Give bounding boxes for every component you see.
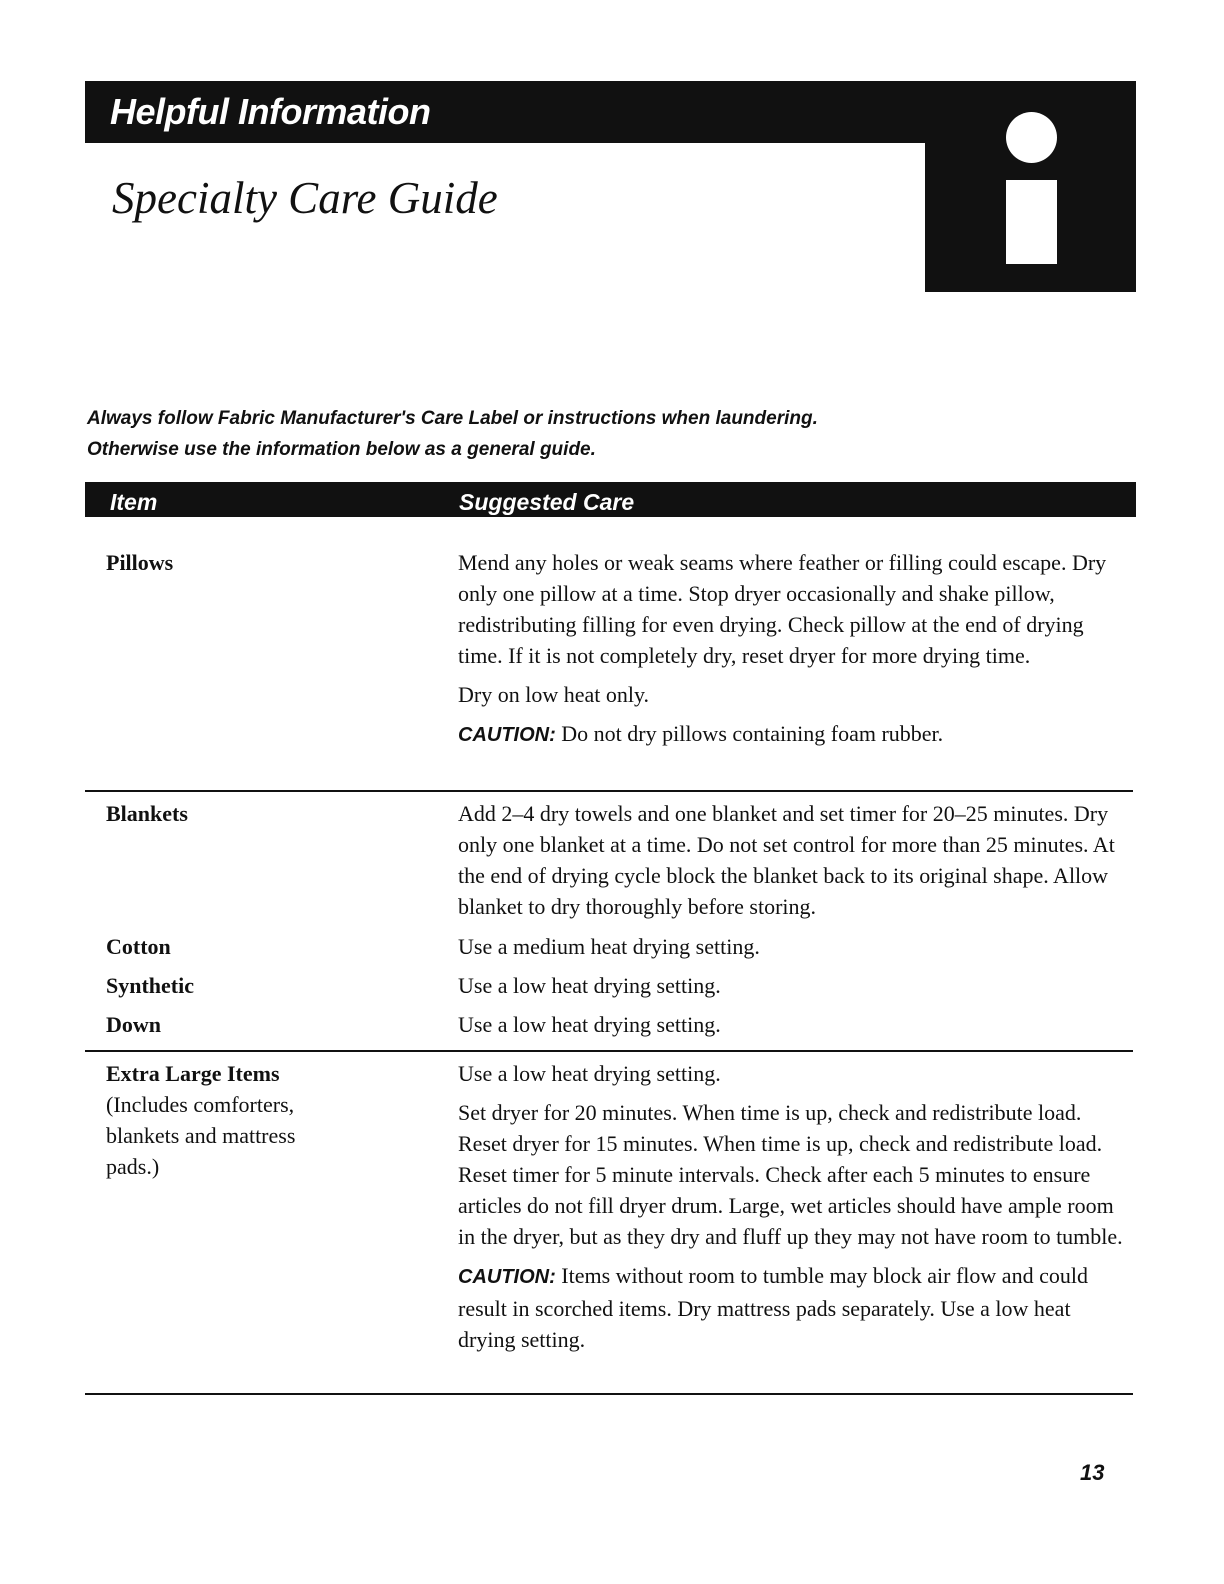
row-divider bbox=[85, 790, 1133, 792]
care-text: Use a low heat drying setting. bbox=[458, 1061, 721, 1086]
caution-text: Do not dry pillows containing foam rubber. bbox=[555, 721, 944, 746]
intro-line-1: Always follow Fabric Manufacturer's Care Label or instructions when laundering. bbox=[87, 408, 818, 429]
item-pillows bbox=[106, 547, 406, 578]
item-label: Synthetic bbox=[106, 973, 194, 998]
caution-label: CAUTION: bbox=[458, 1266, 556, 1288]
column-header-item: Item bbox=[110, 489, 158, 515]
item-label: Down bbox=[106, 1012, 162, 1037]
info-icon-stem bbox=[1006, 180, 1057, 264]
page-number: 13 bbox=[1080, 1460, 1105, 1485]
care-synthetic: Use a low heat drying setting. bbox=[458, 973, 721, 998]
care-text: Mend any holes or weak seams where feather or filling could escape. Dry only one pillow at a time. Stop dryer occasionally and shake pillow, redistributing filling for even drying. Check pillow at the end of drying time. If it is not completely dry, reset dryer for more drying time. bbox=[458, 550, 1107, 668]
caution-note bbox=[458, 718, 1128, 751]
item-down bbox=[106, 1009, 406, 1040]
section-title: Helpful Information bbox=[110, 91, 431, 132]
intro-line-2: Otherwise use the information below as a general guide. bbox=[87, 439, 596, 460]
item-blankets bbox=[106, 798, 406, 829]
care-down: Use a low heat drying setting. bbox=[458, 1012, 721, 1037]
info-icon-dot bbox=[1006, 112, 1057, 163]
caution-text: Items without room to tumble may block air flow and could result in scorched items. Dry mattress pads separately. Use a low heat drying setting. bbox=[458, 1263, 1088, 1352]
care-text: Add 2–4 dry towels and one blanket and set timer for 20–25 minutes. Dry only one blanket at a time. Do not set control for more than 25 minutes. At the end of drying cycle block the blanket back to its original shape. Allow blanket to dry thoroughly before storing. bbox=[458, 801, 1115, 919]
care-cotton: Use a medium heat drying setting. bbox=[458, 934, 760, 959]
care-blankets bbox=[458, 798, 1128, 922]
item-synthetic bbox=[106, 970, 406, 1001]
column-header-suggested-care: Suggested Care bbox=[459, 489, 635, 515]
care-pillows bbox=[458, 547, 1128, 751]
intro-note bbox=[87, 403, 987, 465]
care-text: Set dryer for 20 minutes. When time is up, check and redistribute load. Reset dryer for 15 minutes. When time is up, check and redistribute load. Reset timer for 5 minute intervals. Check after each 5 minutes to ensure articles do not fill dryer drum. Large, wet articles should have ample room in the dryer, but as they dry and fluff up they may not have room to tumble. bbox=[458, 1100, 1123, 1249]
caution-note bbox=[458, 1260, 1128, 1355]
item-cotton bbox=[106, 931, 406, 962]
row-divider bbox=[85, 1393, 1133, 1395]
item-extra-large bbox=[106, 1058, 296, 1182]
item-label: Cotton bbox=[106, 934, 171, 959]
item-label: Blankets bbox=[106, 801, 188, 826]
item-note: (Includes comforters, blankets and mattress pads.) bbox=[106, 1092, 296, 1179]
page-title: Specialty Care Guide bbox=[112, 173, 498, 223]
caution-label: CAUTION: bbox=[458, 724, 556, 746]
item-label: Extra Large Items bbox=[106, 1061, 280, 1086]
item-label: Pillows bbox=[106, 550, 174, 575]
care-extra-large bbox=[458, 1058, 1128, 1355]
care-text: Dry on low heat only. bbox=[458, 682, 650, 707]
row-divider bbox=[85, 1050, 1133, 1052]
